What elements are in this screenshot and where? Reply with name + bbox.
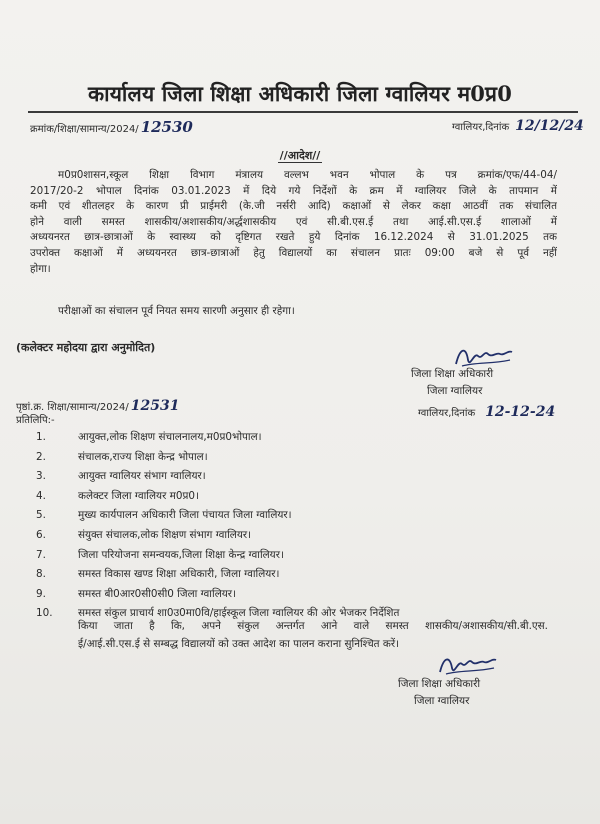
- order-date: [452, 118, 584, 134]
- endorsement-date: [418, 404, 555, 420]
- list-item: 2. संचालक,राज्य शिक्षा केन्द्र भोपाल।: [36, 450, 208, 463]
- order-reference: [30, 118, 193, 136]
- item10-line: ई/आई.सी.एस.ई से सम्बद्ध विद्यालयों को उक्त आदेश का पालन कराना सुनिश्चित करें।: [78, 638, 400, 650]
- endorsement-ref-printed: पृष्ठां.क्र. शिक्षा/सामान्य/2024/: [16, 402, 129, 413]
- office-title: कार्यालय जिला शिक्षा अधिकारी जिला ग्वालियर म0प्र0: [87, 81, 513, 106]
- exam-note: परीक्षाओं का संचालन पूर्व नियत समय सारणी अनुसार ही रहेगा।: [58, 305, 295, 317]
- order-body-line: कमी एवं शीतलहर के कारण प्री प्राईमरी (के.जी नर्सरी आदि) कक्षाओं से लेकर कक्षा आठवीं तक संचालित: [30, 200, 557, 213]
- item10-line: किया जाता है कि, अपने संकुल अन्तर्गत आने वाले समस्त शासकीय/अशासकीय/सी.बी.एस.: [78, 620, 548, 632]
- order-ref-number: 12530: [140, 118, 193, 136]
- list-item: 4. कलेक्टर जिला ग्वालियर म0प्र0।: [36, 489, 199, 502]
- signatory-title: जिला शिक्षा अधिकारी: [411, 368, 494, 380]
- list-item: 7. जिला परियोजना समन्वयक,जिला शिक्षा केन्द्र ग्वालियर।: [36, 548, 284, 561]
- item10-continuation: [78, 617, 548, 653]
- list-item: 3. आयुक्त ग्वालियर संभाग ग्वालियर।: [36, 470, 206, 483]
- signatory-title: जिला शिक्षा अधिकारी: [398, 678, 481, 690]
- order-body: [30, 168, 557, 277]
- order-date-value: 12/12/24: [515, 118, 584, 134]
- copy-to-label: प्रतिलिपि:-: [16, 415, 55, 426]
- list-item: 1. आयुक्त,लोक शिक्षण संचालनालय,म0प्र0भोपाल।: [36, 431, 262, 443]
- order-body-line: 2017/20-2 भोपाल दिनांक 03.01.2023 में दिये गये निर्देशों के क्रम में ग्वालियर जिले के तापमान में: [30, 184, 557, 197]
- signature-block-2: [398, 676, 480, 710]
- list-item: 5. मुख्य कार्यपालन अधिकारी जिला पंचायत जिला ग्वालियर।: [36, 509, 292, 522]
- list-item: 8. समस्त विकास खण्ड शिक्षा अधिकारी, जिला ग्वालियर।: [36, 568, 280, 581]
- order-body-line: अध्ययनरत छात्र-छात्राओं के स्वास्थ्य को दृष्टिगत रखते हुये दिनांक 16.12.2024 से 31.01.2025 तक: [30, 231, 557, 244]
- order-body-line: होने वाली समस्त शासकीय/अशासकीय/अर्द्धशासकीय एवं सी.बी.एस.ई तथा आई.सी.एस.ई शालाओं में: [30, 215, 557, 228]
- order-place-date-label: ग्वालियर,दिनांक: [452, 122, 510, 133]
- endorsement-date-value: 12-12-24: [485, 404, 556, 420]
- order-body-line: होगा।: [30, 262, 51, 275]
- copy-list: [36, 428, 576, 624]
- order-body-line: उपरोक्त कक्षाओं में अध्ययनरत छात्र-छात्राओं हेतु विद्यालयों का संचालन प्रातः 09:00 बजे से पूर्व नहीं: [30, 246, 557, 259]
- signatory-district: जिला ग्वालियर: [414, 695, 470, 707]
- list-item: 6. संयुक्त संचालक,लोक शिक्षण संभाग ग्वालियर।: [36, 528, 252, 541]
- signatory-district: जिला ग्वालियर: [427, 385, 483, 397]
- order-ref-printed: क्रमांक/शिक्षा/सामान्य/2024/: [30, 124, 139, 135]
- signature-block-1: [411, 366, 493, 400]
- list-item: 9. समस्त बी0आर0सी0सी0 जिला ग्वालियर।: [36, 587, 236, 600]
- title-underline: [28, 111, 578, 113]
- order-heading: //आदेश//: [279, 149, 321, 162]
- order-body-line: म0प्र0शासन,स्कूल शिक्षा विभाग मंत्रालय वल्लभ भवन भोपाल के पत्र क्रमांक/एफ/44-04/: [58, 169, 557, 181]
- list-item: 10. समस्त संकुल प्राचार्य शा0उ0मा0वि/हाईस्कूल जिला ग्वालियर की ओर भेजकर निर्देशित: [36, 607, 400, 620]
- endorsement-place-date-label: ग्वालियर,दिनांक: [418, 408, 476, 419]
- approval-note: (कलेक्टर महोदया द्वारा अनुमोदित): [16, 341, 156, 354]
- endorsement-ref-number: 12531: [130, 398, 180, 414]
